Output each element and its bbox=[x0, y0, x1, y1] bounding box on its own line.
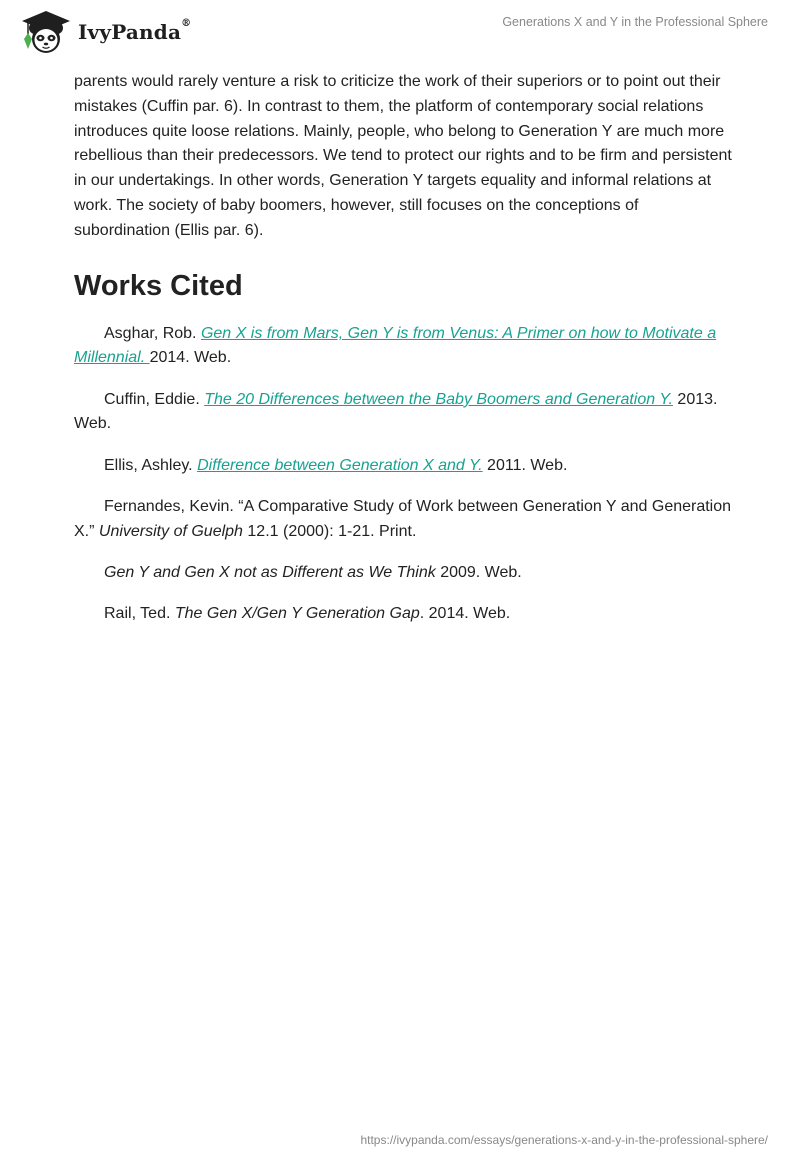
citation-link[interactable]: The 20 Differences between the Baby Boomers and Generation Y. bbox=[204, 390, 673, 408]
works-cited-heading: Works Cited bbox=[74, 269, 243, 302]
page-header bbox=[0, 0, 800, 64]
citation-author: Fernandes, Kevin. “A Comparative Study of Work between Generation Y and Generation X.” bbox=[74, 498, 732, 540]
citation-details: 2013. Web. bbox=[74, 390, 718, 433]
citation-title: Gen Y and Gen X not as Different as We Think bbox=[104, 564, 436, 582]
citation-details: 12.1 (2000): 1-21. Print. bbox=[242, 522, 417, 540]
citation-journal: University of Guelph bbox=[98, 522, 243, 540]
running-title: Generations X and Y in the Professional Sphere bbox=[502, 15, 768, 29]
citation-author: Asghar, Rob. bbox=[104, 324, 201, 342]
panda-graduate-icon bbox=[14, 9, 76, 55]
works-cited-list bbox=[74, 322, 734, 628]
citation-link[interactable]: Difference between Generation X and Y. bbox=[197, 456, 483, 474]
registered-mark: ® bbox=[181, 18, 192, 29]
essay-content bbox=[74, 70, 734, 644]
citation-author: Ellis, Ashley. bbox=[104, 456, 198, 474]
body-paragraph: parents would rarely venture a risk to criticize the work of their superiors or to point out their mistakes (Cuffin par. 6). In contrast to them, the platform of contemporary social relations introduces quite loose relations. Mainly, people, who belong to Generation Y are much more rebellious than their predecessors. We tend to protect our rights and to be firm and persistent in our undertakings. In other words, Generation Y targets equality and informal relations at work. The society of baby boomers, however, still focuses on the conceptions of subordination (Ellis par. 6). bbox=[74, 73, 732, 239]
citation-details: 2009. Web. bbox=[435, 564, 522, 582]
citation-entry bbox=[74, 454, 734, 479]
ivypanda-logo[interactable] bbox=[14, 9, 191, 55]
citation-link[interactable]: Gen X is from Mars, Gen Y is from Venus: A Primer on how to Motivate a Millennial. bbox=[74, 324, 717, 367]
citation-entry bbox=[74, 495, 734, 545]
citation-author: Cuffin, Eddie. bbox=[104, 390, 205, 408]
citation-title: The Gen X/Gen Y Generation Gap bbox=[174, 605, 420, 623]
citation-details: 2011. Web. bbox=[482, 456, 568, 474]
citation-details: 2014. Web. bbox=[149, 349, 232, 367]
citation-details: . 2014. Web. bbox=[419, 605, 511, 623]
brand-name: IvyPanda® bbox=[78, 18, 192, 44]
citation-author: Rail, Ted. bbox=[104, 605, 175, 623]
footer-url[interactable]: https://ivypanda.com/essays/generations-x-and-y-in-the-professional-sphere/ bbox=[360, 1133, 768, 1147]
citation-entry bbox=[74, 561, 734, 586]
citation-entry bbox=[74, 322, 734, 372]
citation-entry bbox=[74, 388, 734, 438]
citation-entry bbox=[74, 602, 734, 627]
